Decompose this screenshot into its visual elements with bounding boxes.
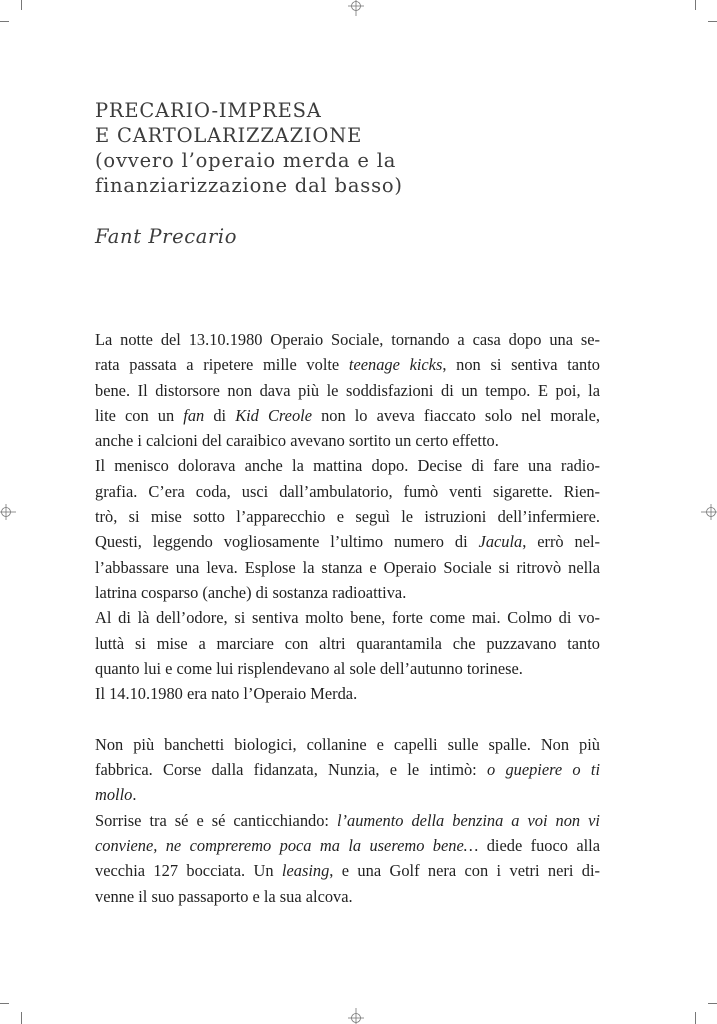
text-line: vecchia 127 bocciata. Un leasing, e una Golf nera con i vetri neri di-	[95, 861, 600, 881]
registration-mark-right	[697, 502, 717, 522]
text-line: Al di là dell’odore, si sentiva molto bene, forte come mai. Colmo di vo-	[95, 608, 600, 628]
text-line: rata passata a ripetere mille volte teenage kicks, non si sentiva tanto	[95, 355, 600, 375]
text-line: fabbrica. Corse dalla fidanzata, Nunzia, e le intimò: o guepiere o ti	[95, 760, 600, 780]
title-line: (ovvero l’operaio merda e la	[95, 149, 397, 172]
title-line: E CARTOLARIZZAZIONE	[95, 124, 363, 147]
crop-mark-top-right-v	[695, 0, 696, 10]
paragraph-spacer	[95, 706, 600, 731]
paragraph-3	[95, 605, 600, 681]
paragraph-4	[95, 681, 600, 706]
text-line: latrina cosparso (anche) di sostanza radioattiva.	[95, 582, 407, 602]
paragraph-5	[95, 732, 600, 808]
text-line: trò, si mise sotto l’apparecchio e seguì le istruzioni dell’infermiere.	[95, 507, 600, 527]
crop-mark-bottom-left	[0, 1003, 9, 1004]
paragraph-1	[95, 327, 600, 453]
text-line: luttà si mise a marciare con altri quarantamila che puzzavano tanto	[95, 633, 600, 653]
text-line: La notte del 13.10.1980 Operaio Sociale, tornando a casa dopo una se-	[95, 330, 600, 349]
crop-mark-top-right	[708, 21, 717, 22]
text-line: bene. Il distorsore non dava più le soddisfazioni di un tempo. E poi, la	[95, 380, 600, 400]
text-line: conviene, ne compreremo poca ma la useremo bene… diede fuoco alla	[95, 835, 601, 855]
text-line: Non più banchetti biologici, collanine e capelli sulle spalle. Non più	[95, 734, 600, 754]
crop-mark-top-left	[0, 21, 9, 22]
paragraph-2	[95, 453, 600, 605]
crop-mark-bottom-left-v	[21, 1012, 22, 1024]
text-line: grafia. C’era coda, usci dall’ambulatorio, fumò venti sigarette. Rien-	[95, 481, 600, 501]
registration-mark-left	[0, 502, 20, 522]
text-line: Questi, leggendo vogliosamente l’ultimo numero di Jacula, errò nel-	[95, 532, 600, 552]
body-text	[95, 327, 600, 909]
title-line: PRECARIO-IMPRESA	[95, 99, 322, 122]
chapter-title	[95, 98, 615, 198]
text-line: venne il suo passaporto e la sua alcova.	[95, 886, 353, 906]
crop-mark-top-left-v	[21, 0, 22, 10]
text-line: Il 14.10.1980 era nato l’Operaio Merda.	[95, 684, 358, 704]
text-line: Sorrise tra sé e sé canticchiando: l’aumento della benzina a voi non vi	[95, 810, 600, 830]
text-line: Il menisco dolorava anche la mattina dopo. Decise di fare una radio-	[95, 456, 600, 476]
registration-mark-top	[346, 0, 366, 20]
crop-mark-bottom-right	[708, 1003, 717, 1004]
text-line: mollo.	[95, 785, 137, 805]
registration-mark-bottom	[346, 1004, 366, 1024]
text-line: quanto lui e come lui risplendevano al sole dell’autunno torinese.	[95, 658, 523, 678]
text-line: anche i calcioni del caraibico avevano sortito un certo effetto.	[95, 431, 499, 451]
text-line: l’abbassare una leva. Esplose la stanza e Operaio Sociale si ritrovò nella	[95, 557, 600, 577]
paragraph-6	[95, 808, 600, 909]
crop-mark-bottom-right-v	[695, 1012, 696, 1024]
text-line: lite con un fan di Kid Creole non lo aveva fiaccato solo nel morale,	[95, 405, 600, 425]
title-line: finanziarizzazione dal basso)	[95, 174, 403, 197]
author-name: Fant Precario	[95, 225, 238, 248]
